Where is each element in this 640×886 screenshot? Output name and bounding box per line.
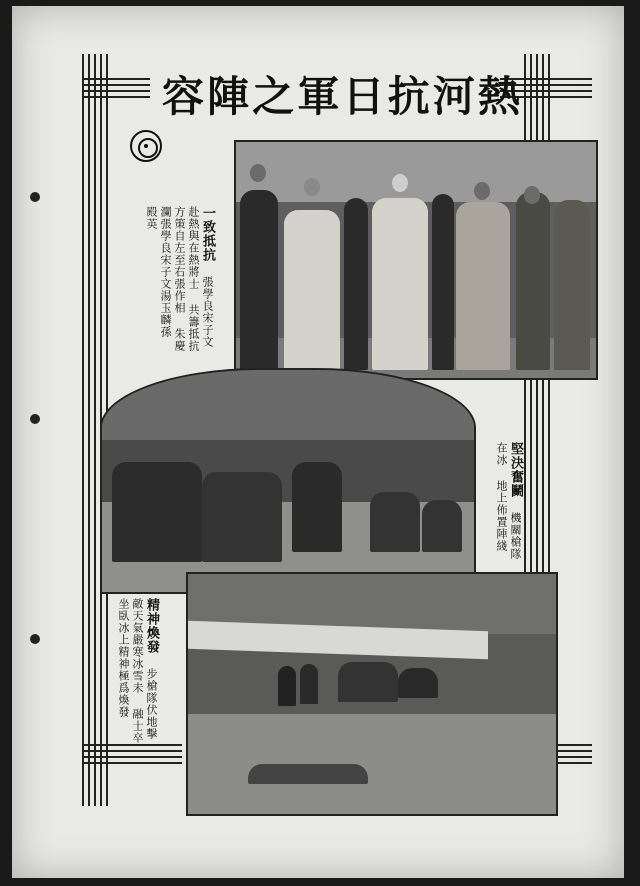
figure (338, 662, 398, 702)
decorative-rule (82, 90, 150, 92)
binder-hole (30, 634, 40, 644)
photo-rifle-squad (186, 572, 558, 816)
photo-machine-gun-squad (100, 368, 476, 594)
binder-hole (30, 414, 40, 424)
title-char: 之 (252, 72, 297, 121)
photo-snow-band (188, 714, 556, 814)
figure (278, 666, 296, 706)
decorative-rule (82, 762, 182, 764)
figure (112, 462, 202, 562)
title-char: 日 (342, 72, 387, 121)
caption-machine-gun (494, 442, 522, 562)
title-char: 熱 (477, 72, 522, 121)
target-ornament-icon (130, 130, 162, 162)
figure (432, 194, 454, 370)
decorative-rule (94, 54, 96, 806)
caption-heading: 精神煥發 (144, 598, 159, 654)
figure (456, 202, 510, 370)
caption-heading: 一致抵抗 (200, 206, 215, 262)
caption-rifle-squad (116, 598, 158, 748)
caption-line: 機關槍隊在冰 (495, 442, 522, 560)
caption-line: 步槍隊伏地擊敵天氣嚴寒冰雪未 (131, 598, 158, 740)
title-char: 河 (432, 72, 477, 121)
caption-line: 張學良宋子文赴熱與在熱將士 (187, 206, 214, 348)
figure-head (524, 186, 540, 204)
figure (248, 764, 368, 784)
figure (284, 210, 340, 370)
figure (240, 190, 278, 370)
figure (372, 198, 428, 370)
figure (202, 472, 282, 562)
decorative-rule (82, 78, 150, 80)
figure (344, 198, 368, 370)
page-title (162, 64, 522, 124)
figure (422, 500, 462, 552)
figure-head (304, 178, 320, 196)
caption-line: 殿英 (145, 206, 158, 230)
caption-officials (144, 206, 214, 356)
decorative-rule (82, 750, 182, 752)
figure (516, 192, 550, 370)
figure-head (250, 164, 266, 182)
decorative-rule (552, 750, 592, 752)
decorative-rule (552, 744, 592, 746)
title-char: 軍 (297, 72, 342, 121)
decorative-rule (82, 54, 84, 806)
binder-hole (30, 192, 40, 202)
caption-line: 融士卒坐臥冰上精神極爲煥發 (117, 598, 144, 744)
decorative-rule (82, 96, 150, 98)
title-char: 陣 (207, 72, 252, 121)
figure (554, 200, 590, 370)
figure (370, 492, 420, 552)
photo-background (102, 370, 474, 440)
decorative-rule (88, 54, 90, 806)
figure (398, 668, 438, 698)
caption-line: 朱慶瀾張學良宋子文湯玉麟孫 (159, 206, 186, 352)
figure (292, 462, 342, 552)
caption-heading: 堅決奮鬭 (508, 442, 523, 498)
caption-line: 地上佈置陣綫 (495, 480, 508, 552)
photo-officials (234, 140, 598, 380)
decorative-rule (82, 84, 150, 86)
title-char: 容 (162, 72, 207, 121)
decorative-rule (552, 762, 592, 764)
title-char: 抗 (387, 72, 432, 121)
magazine-page (12, 6, 624, 878)
decorative-rule (552, 756, 592, 758)
figure-head (392, 174, 408, 192)
caption-line: 共籌抵抗方策自左至右張作相 (173, 206, 200, 352)
figure (300, 664, 318, 704)
figure-head (474, 182, 490, 200)
decorative-rule (82, 756, 182, 758)
